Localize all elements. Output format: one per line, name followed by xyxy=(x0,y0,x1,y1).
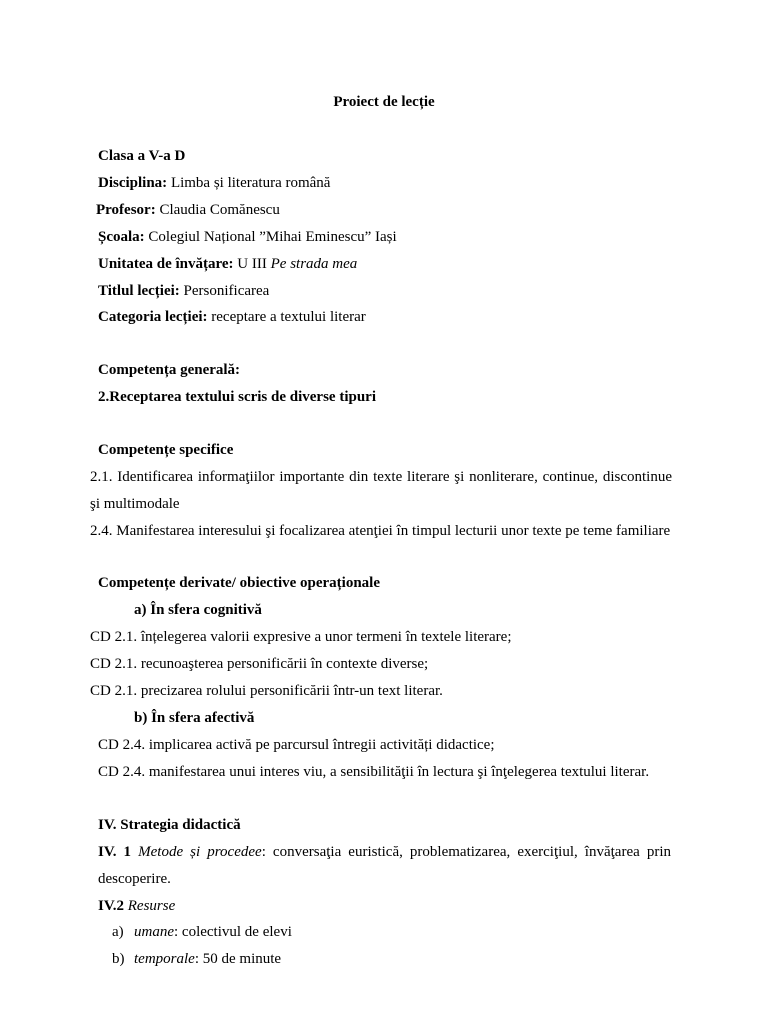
resources-line xyxy=(98,896,175,916)
methods-line xyxy=(98,842,671,862)
resources-italic: Resurse xyxy=(127,898,176,914)
resource-b-marker: b) xyxy=(112,951,125,967)
category-value: receptare a textului literar xyxy=(207,309,366,325)
specific-competence-2: 2.4. Manifestarea interesului şi focalizarea atenţiei în timpul lecturii unor texte pe teme familiare xyxy=(90,523,671,539)
resource-a-text: : colectivul de elevi xyxy=(174,924,292,940)
resources-label: IV.2 xyxy=(98,898,124,914)
derived-competence-4: CD 2.4. implicarea activă pe parcursul întregii activități didactice; xyxy=(98,737,495,753)
unit-label: Unitatea de învățare: xyxy=(98,256,234,272)
derived-competence-1: CD 2.1. înțelegerea valorii expresive a unor termeni în textele literare; xyxy=(90,629,512,645)
resource-a-marker: a) xyxy=(112,924,124,940)
resource-b-text: : 50 de minute xyxy=(194,951,282,967)
resource-a-italic: umane xyxy=(134,924,174,940)
lesson-title-value: Personificarea xyxy=(179,283,270,299)
cognitive-sphere-heading: a) În sfera cognitivă xyxy=(134,602,262,618)
teacher-label: Profesor: xyxy=(96,202,156,218)
resource-b-italic: temporale xyxy=(134,951,195,967)
resource-a xyxy=(134,922,292,942)
teacher-value: Claudia Comănescu xyxy=(155,202,280,218)
unit-title: Pe strada mea xyxy=(270,256,358,272)
general-competence-heading: Competența generală: xyxy=(98,362,241,378)
school-line xyxy=(98,227,397,247)
discipline-value: Limba și literatura română xyxy=(167,175,331,191)
lesson-title-label: Titlul lecției: xyxy=(98,283,180,299)
lesson-title-line xyxy=(98,281,269,301)
resource-b xyxy=(134,949,281,969)
category-line xyxy=(98,307,366,327)
specific-competences-heading: Competențe specifice xyxy=(98,442,234,458)
page-title: Proiect de lecție xyxy=(333,94,435,110)
discipline-line xyxy=(98,173,330,193)
school-label: Școala: xyxy=(98,229,145,245)
affective-sphere-heading: b) În sfera afectivă xyxy=(134,710,255,726)
general-competence-item: 2.Receptarea textului scris de diverse tipuri xyxy=(98,389,377,405)
methods-label: IV. 1 xyxy=(98,844,132,860)
methods-line2: descoperire. xyxy=(98,871,171,887)
unit-line xyxy=(98,254,357,274)
derived-competence-3: CD 2.1. precizarea rolului personificării într-un text literar. xyxy=(90,683,443,699)
strategy-heading: IV. Strategia didactică xyxy=(98,817,241,833)
class-line: Clasa a V-a D xyxy=(98,148,186,164)
derived-competence-5: CD 2.4. manifestarea unui interes viu, a sensibilităţii în lectura şi înţelegerea textului literar. xyxy=(98,764,650,780)
specific-competence-1 xyxy=(90,467,672,487)
derived-competences-heading: Competențe derivate/ obiective operaționale xyxy=(98,575,381,591)
school-value: Colegiul Național ”Mihai Eminescu” Iași xyxy=(144,229,397,245)
unit-value: U III xyxy=(233,256,271,272)
methods-line-text xyxy=(98,842,671,862)
specific-competence-1-line2: şi multimodale xyxy=(90,496,180,512)
methods-text: : conversaţia euristică, problematizarea, exerciţiul, învăţarea prin xyxy=(261,844,671,860)
discipline-label: Disciplina: xyxy=(98,175,168,191)
category-label: Categoria lecției: xyxy=(98,309,208,325)
teacher-line xyxy=(96,200,280,220)
methods-italic: Metode și procedee xyxy=(138,844,262,860)
derived-competence-2: CD 2.1. recunoaşterea personificării în contexte diverse; xyxy=(90,656,429,672)
specific-competence-1-line1: 2.1. Identificarea informaţiilor importante din texte literare şi nonliterare, continue, discontinue xyxy=(90,469,672,485)
